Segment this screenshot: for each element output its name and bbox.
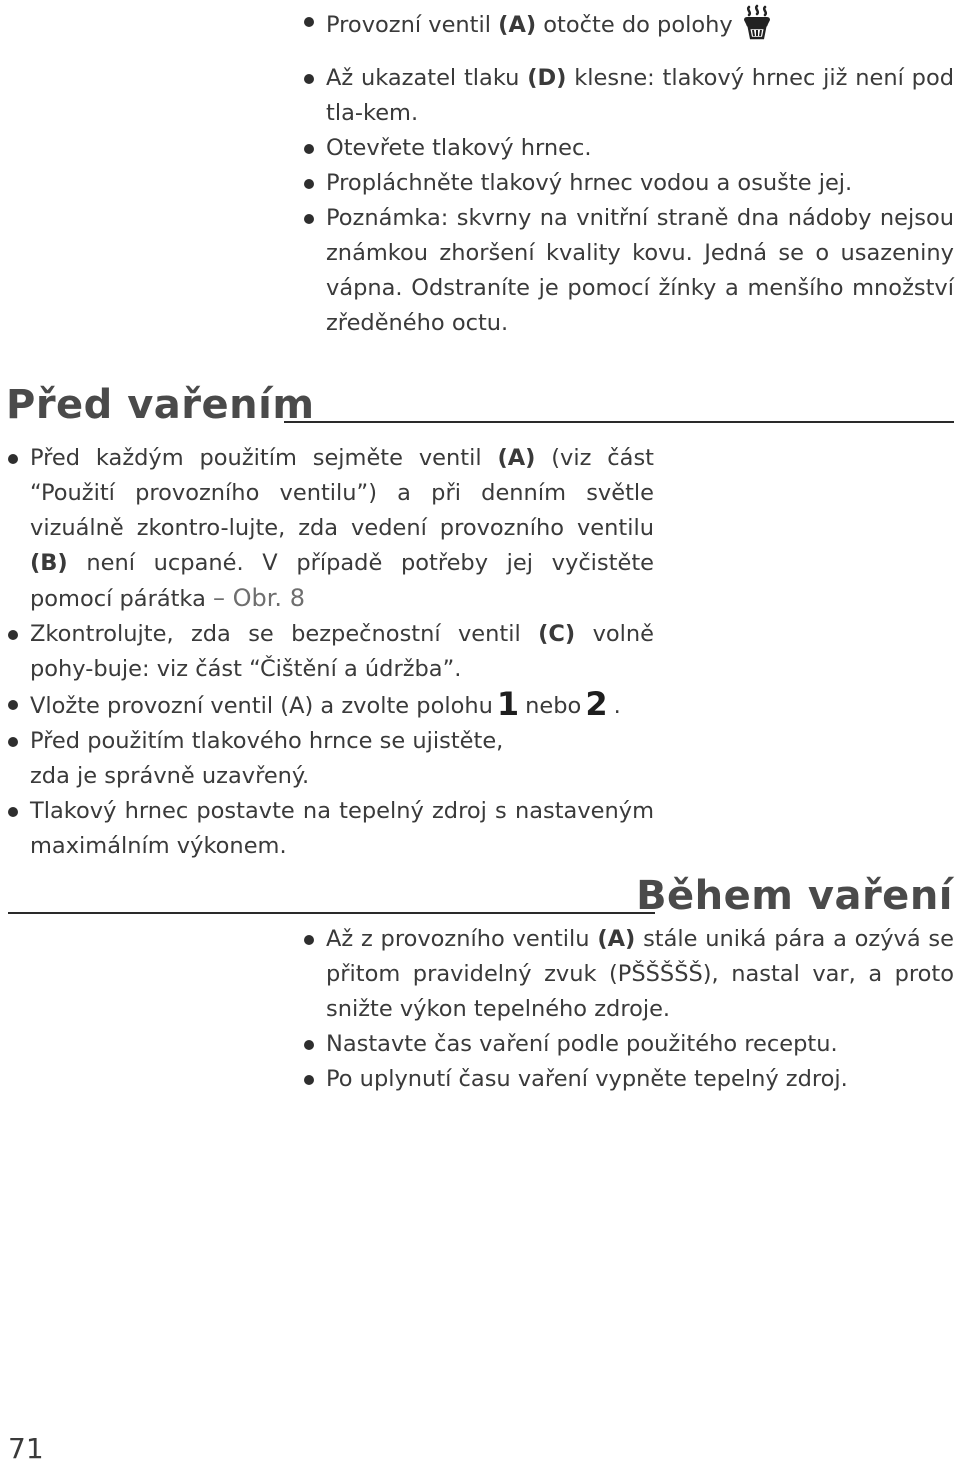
item-text: Zkontrolujte, zda se bezpečnostní ventil	[30, 621, 539, 647]
item-text: Až ukazatel tlaku	[326, 65, 528, 91]
list-item	[8, 794, 654, 864]
item-text: .	[613, 693, 621, 719]
item-text: volně pohy-buje: viz část “Čištění a údržba”.	[30, 621, 654, 682]
list-item	[304, 1062, 954, 1097]
valve-label: (A)	[597, 926, 636, 952]
valve-label: (A)	[498, 12, 537, 38]
list-item	[304, 201, 954, 341]
list-item	[8, 441, 654, 617]
during-cooking-list	[304, 922, 954, 1097]
item-text: Poznámka: skvrny na vnitřní straně dna nádoby nejsou známkou zhoršení kvality kovu. Jedná se o usazeniny vápna. Odstraníte je pomocí žínky a menšího množství zředěného octu.	[326, 205, 954, 336]
list-item	[304, 1027, 954, 1062]
list-item	[304, 922, 954, 1027]
item-text: Provozní ventil	[326, 12, 499, 38]
item-text: Před použitím tlakového hrnce se ujistěte,	[30, 728, 504, 754]
list-item	[304, 166, 954, 201]
list-item	[304, 4, 954, 51]
list-item	[8, 617, 654, 687]
item-text: klesne: tlakový hrnec již není pod tla-kem.	[326, 65, 954, 126]
valve-label: (A)	[497, 445, 536, 471]
list-item	[8, 724, 654, 794]
section-heading-during-cooking: Během vaření	[636, 873, 953, 919]
steam-release-icon	[741, 4, 773, 51]
item-text: Tlakový hrnec postavte na tepelný zdroj s nastaveným maximálním výkonem.	[30, 798, 654, 859]
item-text: (viz část “Použití provozního ventilu”) a při denním světle vizuálně zkontro-lujte, zda vedení provozního ventilu	[30, 445, 654, 541]
indicator-label: (D)	[527, 65, 567, 91]
position-2-icon: 2	[585, 685, 608, 723]
list-item	[8, 687, 654, 724]
valve-label: (B)	[30, 550, 68, 576]
section-heading-before-cooking: Před vařením	[6, 382, 315, 428]
heading-rule	[284, 421, 954, 423]
item-text: Vložte provozní ventil (A) a zvolte polohu	[30, 693, 493, 719]
heading-rule	[8, 912, 655, 914]
position-1-icon: 1	[496, 685, 520, 723]
item-text: Nastavte čas vaření podle použitého receptu.	[326, 1031, 838, 1057]
item-text: Otevřete tlakový hrnec.	[326, 135, 592, 161]
item-text: Před každým použitím sejměte ventil	[30, 445, 498, 471]
item-text: Až z provozního ventilu	[326, 926, 598, 952]
item-text: Po uplynutí času vaření vypněte tepelný zdroj.	[326, 1066, 848, 1092]
item-text: nebo	[525, 693, 582, 719]
list-item	[304, 61, 954, 131]
figure-reference: – Obr. 8	[213, 584, 305, 612]
page-number: 71	[8, 1432, 44, 1465]
item-text: stále uniká pára a ozývá se přitom pravidelný zvuk (PŠŠŠŠŠ), nastal var, a proto snižte výkon tepelného zdroje.	[326, 926, 954, 1022]
item-text: Propláchněte tlakový hrnec vodou a osušte jej.	[326, 170, 853, 196]
before-cooking-list	[8, 441, 654, 864]
item-text: není ucpané. V případě potřeby jej vyčistěte pomocí párátka	[30, 550, 654, 612]
steam-release-instructions	[304, 4, 954, 341]
valve-label: (C)	[538, 621, 576, 647]
item-text: otočte do polohy	[536, 12, 733, 38]
item-text: zda je správně uzavřený.	[30, 763, 310, 789]
list-item	[304, 131, 954, 166]
